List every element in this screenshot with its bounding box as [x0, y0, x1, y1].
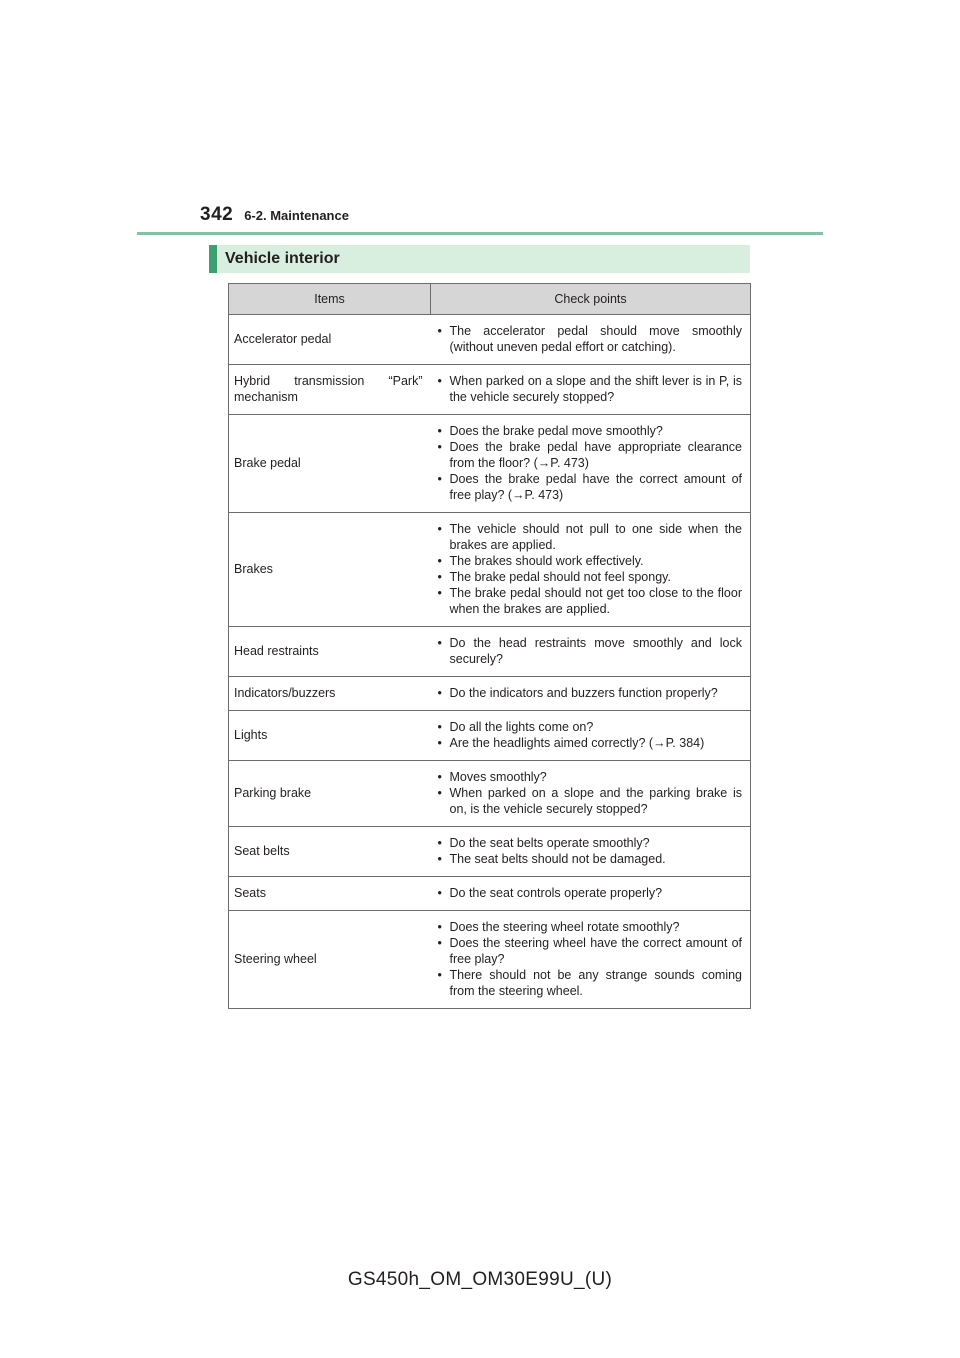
check-points-cell: [431, 415, 751, 513]
table-row: [229, 365, 751, 415]
page-header: [200, 204, 349, 226]
check-point: • The brake pedal should not feel spongy.: [436, 569, 743, 585]
check-points-list: [436, 919, 743, 999]
column-header-items: Items: [229, 284, 431, 315]
check-point: • Do the seat belts operate smoothly?: [436, 835, 743, 851]
item-cell: Hybrid transmission “Park” mechanism: [229, 365, 431, 415]
item-cell: Brakes: [229, 513, 431, 627]
check-point: • The seat belts should not be damaged.: [436, 851, 743, 867]
table-row: [229, 627, 751, 677]
table-row: [229, 415, 751, 513]
check-point: • The vehicle should not pull to one side when the brakes are applied.: [436, 521, 743, 553]
check-points-cell: [431, 513, 751, 627]
section-heading: [209, 245, 750, 273]
section-accent-bar: [209, 245, 217, 273]
check-points-cell: [431, 827, 751, 877]
table-row: [229, 677, 751, 711]
check-points-list: [436, 423, 743, 503]
check-point: • Does the brake pedal have appropriate clearance from the floor? (→P. 473): [436, 439, 743, 471]
section-breadcrumb: 6-2. Maintenance: [244, 208, 349, 223]
check-point: • When parked on a slope and the parking brake is on, is the vehicle securely stopped?: [436, 785, 743, 817]
item-cell: Indicators/buzzers: [229, 677, 431, 711]
table-row: [229, 911, 751, 1009]
check-points-list: [436, 635, 743, 667]
check-point: • Do the head restraints move smoothly and lock securely?: [436, 635, 743, 667]
check-points-list: [436, 373, 743, 405]
check-point: • Does the steering wheel rotate smoothly?: [436, 919, 743, 935]
check-point: • There should not be any strange sounds coming from the steering wheel.: [436, 967, 743, 999]
check-points-cell: [431, 315, 751, 365]
check-point: • Does the brake pedal have the correct amount of free play? (→P. 473): [436, 471, 743, 503]
check-points-list: [436, 521, 743, 617]
item-cell: Steering wheel: [229, 911, 431, 1009]
table-row: [229, 315, 751, 365]
table-row: [229, 877, 751, 911]
item-cell: Brake pedal: [229, 415, 431, 513]
check-points-list: [436, 835, 743, 867]
check-point: • When parked on a slope and the shift lever is in P, is the vehicle securely stopped?: [436, 373, 743, 405]
table-row: [229, 761, 751, 827]
check-points-cell: [431, 365, 751, 415]
table-header-row: [229, 284, 751, 315]
check-points-cell: [431, 711, 751, 761]
check-points-cell: [431, 877, 751, 911]
table-body: [229, 315, 751, 1009]
item-cell: Accelerator pedal: [229, 315, 431, 365]
item-cell: Lights: [229, 711, 431, 761]
table-row: [229, 711, 751, 761]
check-point: • Do all the lights come on?: [436, 719, 743, 735]
header-divider: [137, 232, 823, 235]
check-point: • Do the indicators and buzzers function properly?: [436, 685, 743, 701]
check-point: • The brake pedal should not get too close to the floor when the brakes are applied.: [436, 585, 743, 617]
document-code: GS450h_OM_OM30E99U_(U): [347, 1269, 613, 1290]
check-point: • Do the seat controls operate properly?: [436, 885, 743, 901]
check-point: • Does the brake pedal move smoothly?: [436, 423, 743, 439]
check-points-cell: [431, 911, 751, 1009]
check-points-list: [436, 719, 743, 751]
page-number: 342: [200, 204, 234, 225]
check-points-list: [436, 685, 743, 701]
check-point: • Moves smoothly?: [436, 769, 743, 785]
check-points-list: [436, 769, 743, 817]
check-point: • The accelerator pedal should move smoothly (without uneven pedal effort or catching).: [436, 323, 743, 355]
check-point: • Are the headlights aimed correctly? (→P. 384): [436, 735, 743, 751]
check-point: • Does the steering wheel have the correct amount of free play?: [436, 935, 743, 967]
table-row: [229, 513, 751, 627]
check-points-cell: [431, 677, 751, 711]
item-cell: Seats: [229, 877, 431, 911]
check-points-cell: [431, 627, 751, 677]
item-cell: Parking brake: [229, 761, 431, 827]
check-points-cell: [431, 761, 751, 827]
check-points-list: [436, 885, 743, 901]
column-header-check-points: Check points: [431, 284, 751, 315]
inspection-table: [228, 283, 751, 1009]
check-point: • The brakes should work effectively.: [436, 553, 743, 569]
item-cell: Head restraints: [229, 627, 431, 677]
table-row: [229, 827, 751, 877]
section-title: Vehicle interior: [225, 250, 340, 267]
check-points-list: [436, 323, 743, 355]
item-cell: Seat belts: [229, 827, 431, 877]
